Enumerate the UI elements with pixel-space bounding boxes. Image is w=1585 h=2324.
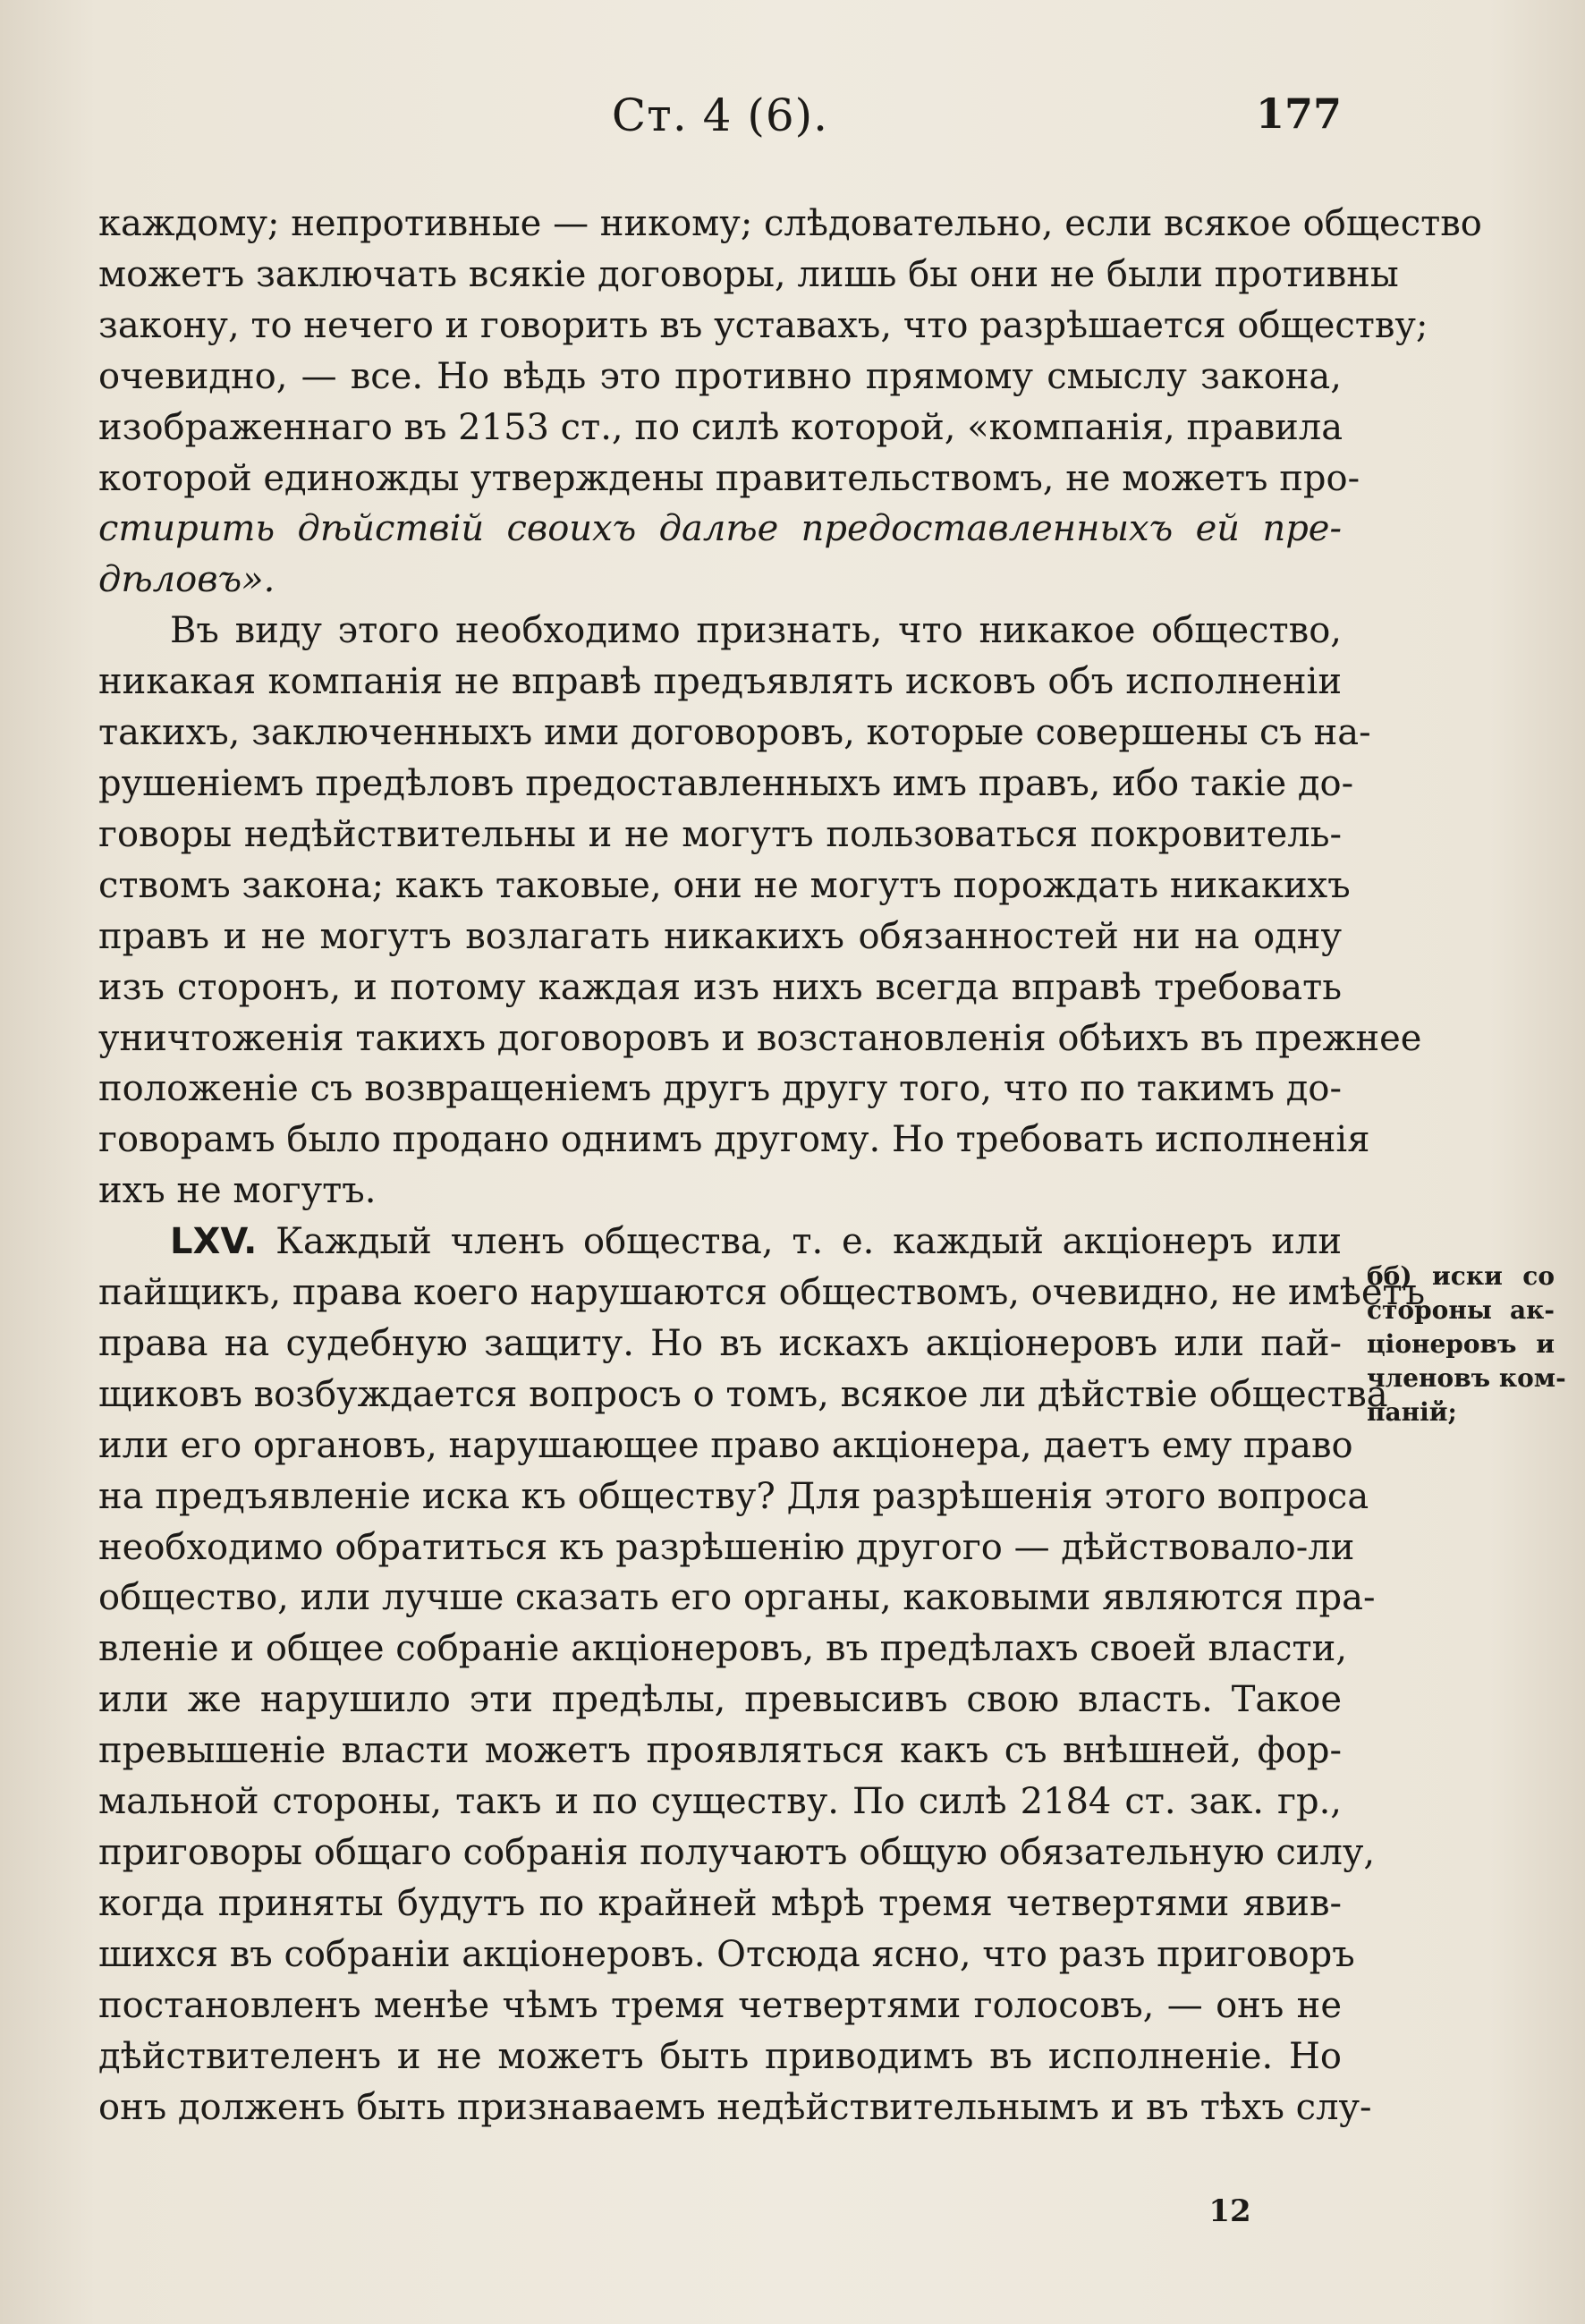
signature-mark: 12	[1208, 2193, 1251, 2229]
text-line: или же нарушило эти предѣлы, превысивъ свою власть. Такое	[98, 1679, 1342, 1721]
text-line: закону, то нечего и говорить въ уставахъ, что разрѣшается обществу;	[98, 304, 1428, 346]
text-line: превышеніе власти можетъ проявляться какъ съ внѣшней, фор-	[98, 1730, 1342, 1772]
text-line: или его органовъ, нарушающее право акціонера, даетъ ему право	[98, 1424, 1353, 1466]
text-line: постановленъ менѣе чѣмъ тремя четвертями голосовъ, — онъ не	[98, 1984, 1342, 2026]
text-line: онъ долженъ быть признаваемъ недѣйствительнымъ и въ тѣхъ слу-	[98, 2086, 1372, 2128]
text-line: положеніе съ возвращеніемъ другъ другу того, что по такимъ до-	[98, 1068, 1342, 1110]
paragraph-1	[98, 199, 1482, 606]
text-line: ствомъ закона; какъ таковые, они не могутъ порождать никакихъ	[98, 864, 1351, 906]
text-line: приговоры общаго собранія получаютъ общую обязательную силу,	[98, 1832, 1376, 1873]
margin-note-line: стороны ак-	[1367, 1295, 1555, 1325]
margin-note-line: ціонеровъ и	[1367, 1329, 1555, 1359]
text-line: когда приняты будутъ по крайней мѣрѣ тремя четвертями явив-	[98, 1882, 1342, 1924]
text-line: очевидно, — все. Но вѣдь это противно прямому смыслу закона,	[98, 355, 1342, 397]
text-line: каждому; непротивные — никому; слѣдовательно, если всякое общество	[98, 203, 1482, 244]
page-header	[98, 89, 1342, 152]
text-line	[98, 1217, 1342, 1268]
running-head: Ст. 4 (6).	[611, 89, 829, 141]
text-line: правъ и не могутъ возлагать никакихъ обязанностей ни на одну	[98, 915, 1342, 957]
text-line: вленіе и общее собраніе акціонеровъ, въ предѣлахъ своей власти,	[98, 1628, 1348, 1670]
text-line: права на судебную защиту. Но въ искахъ акціонеровъ или пай-	[98, 1322, 1342, 1364]
text-line: необходимо обратиться къ разрѣшенію другого — дѣйствовало-ли	[98, 1526, 1355, 1568]
margin-note-line: бб) иски со	[1367, 1261, 1555, 1291]
text-line: говоры недѣйствительны и не могутъ пользоваться покровитель-	[98, 813, 1342, 855]
text-fragment: Каждый членъ общества, т. е. каждый акціонеръ или	[275, 1221, 1342, 1263]
text-line: говорамъ было продано однимъ другому. Но требовать исполненія	[98, 1119, 1370, 1161]
text-line: никакая компанія не вправѣ предъявлять исковъ объ исполненіи	[98, 661, 1342, 703]
text-line: на предъявленіе иска къ обществу? Для разрѣшенія этого вопроса	[98, 1475, 1369, 1517]
text-line: Въ виду этого необходимо признать, что никакое общество,	[170, 610, 1342, 652]
section-number: LXV.	[170, 1221, 258, 1263]
page-number: 177	[1255, 89, 1342, 138]
text-line: ихъ не могутъ.	[98, 1170, 377, 1212]
text-line: дѣйствителенъ и не можетъ быть приводимъ въ исполненіе. Но	[98, 2035, 1342, 2077]
text-line: можетъ заключать всякіе договоры, лишь бы они не были противны	[98, 253, 1399, 295]
text-line: щиковъ возбуждается вопросъ о томъ, всякое ли дѣйствіе общества	[98, 1373, 1388, 1415]
text-line-italic: дѣловъ».	[98, 559, 275, 601]
text-line-italic: стирить дѣйствій своихъ далѣе предоставленныхъ ей пре-	[98, 508, 1342, 550]
text-line: изъ сторонъ, и потому каждая изъ нихъ всегда вправѣ требовать	[98, 966, 1342, 1008]
text-line: пайщикъ, права коего нарушаются обществомъ, очевидно, не имѣетъ	[98, 1272, 1426, 1314]
text-line: шихся въ собраніи акціонеровъ. Отсюда ясно, что разъ приговоръ	[98, 1933, 1355, 1975]
text-line: изображеннаго въ 2153 ст., по силѣ которой, «компанія, правила	[98, 406, 1343, 448]
margin-note-line: паній;	[1367, 1397, 1457, 1427]
text-line: уничтоженія такихъ договоровъ и возстановленія обѣихъ въ прежнее	[98, 1017, 1422, 1059]
text-line: мальной стороны, такъ и по существу. По силѣ 2184 ст. зак. гр.,	[98, 1781, 1342, 1823]
margin-note	[1367, 1260, 1566, 1429]
text-line: рушеніемъ предѣловъ предоставленныхъ имъ правъ, ибо такіе до-	[98, 762, 1354, 804]
text-line: общество, или лучше сказать его органы, каковыми являются пра-	[98, 1577, 1376, 1619]
text-line: которой единожды утверждены правительствомъ, не можетъ про-	[98, 457, 1360, 499]
text-line: такихъ, заключенныхъ ими договоровъ, которые совершены съ на-	[98, 712, 1371, 754]
paragraph-2	[98, 606, 1422, 1217]
margin-note-line: членовъ ком-	[1367, 1363, 1566, 1393]
